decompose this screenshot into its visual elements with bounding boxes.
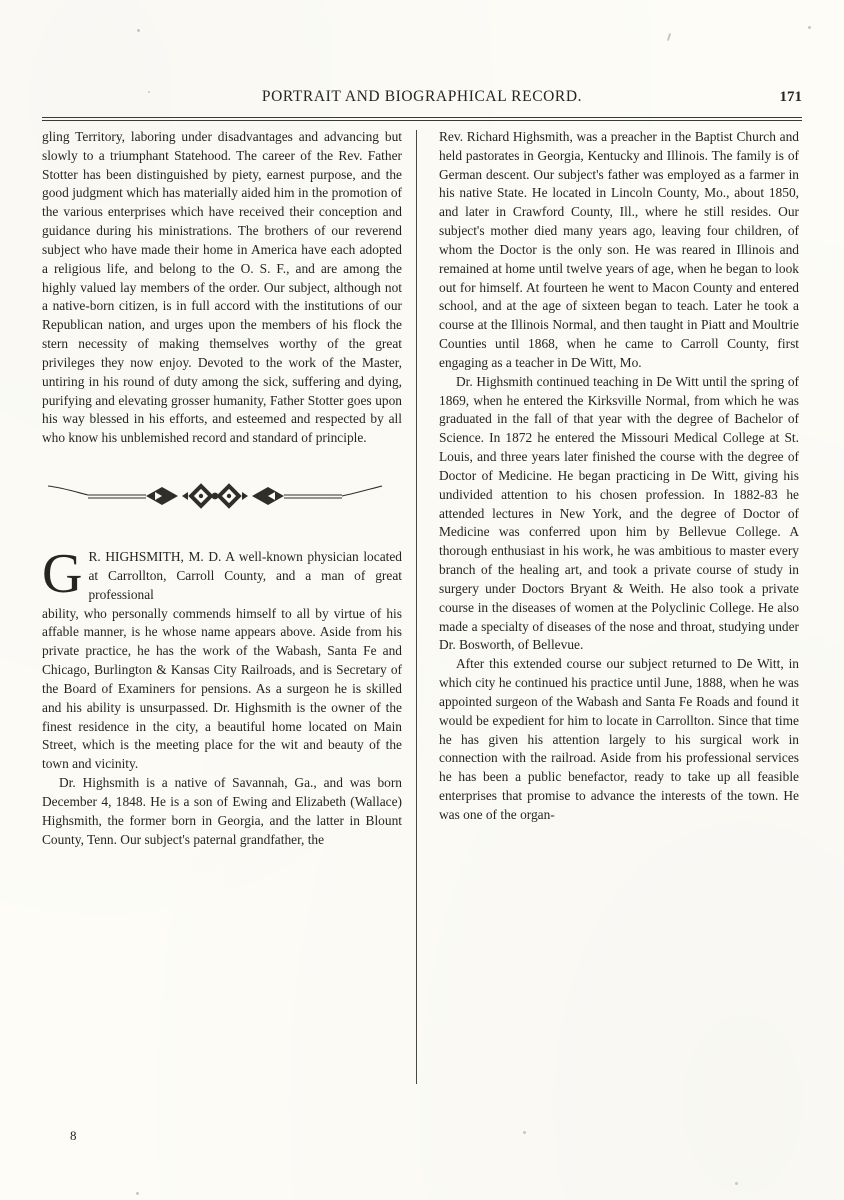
decorative-rule-ornament [42, 474, 402, 518]
paragraph-education: Dr. Highsmith continued teaching in De Witt until the spring of 1869, when he entered the Kirksville Normal, from which he was graduated in the fall of that year with the degree of Bachelor of Science. In 1872 he entered the Missouri Medical College at St. Louis, and three years later finished the course with the degree of Doctor of Medicine. He began practicing in De Witt, giving his undivided attention to his chosen profession. In 1882-83 he attended lectures in New York, and the degree of Doctor of Medicine was conferred upon him by Bellevue College. A thorough enthusiast in his work, he was ambitious to master every branch of the healing art, and took a private course of study in surgery under Doctors Bryant & Weith. He also took a private course in the diseases of women at the Polyclinic College. He also made a specialty of diseases of the nose and throat, studying under Dr. Bosworth, of Bellevue. [439, 373, 799, 653]
page-number: 171 [779, 89, 802, 105]
header-rule [42, 117, 802, 121]
page-speck [667, 33, 671, 41]
paragraph-family-history: Rev. Richard Highsmith, was a preacher in the Baptist Church and held pastorates in Georgia, Kentucky and Illinois. The family is of German descent. Our subject's father was employed as a farmer in his native State. He located in Lincoln County, Mo., about 1850, and later in Crawford County, Ill., where he still resides. Our subject's mother died many years ago, leaving four children, of whom the Doctor is the only son. He was reared in Illinois and remained at home until twelve years of age, when he began to look out for himself. At fourteen he went to Macon County and entered school, and at the age of sixteen began to teach. Later he took a course at the Illinois Normal, and then taught in Piatt and Moultrie Counties until 1868, when he came to Carroll County, first engaging as a teacher in De Witt, Mo. [439, 129, 799, 370]
biography-body: ability, who personally commends himself to all by virtue of his affable manner, is he whose name appears above. Aside from his private practice, he has the work of the Wabash, Santa Fe and Chicago, Burlington & Kansas City Railroads, and is Secretary of the Board of Examiners for pensions. As a surgeon he is skilled and his ability is unsurpassed. Dr. Highsmith is the owner of the finest residence in the city, a beautiful home located on Main Street, which is the meeting place for the wit and beauty of the town and vicinity. [42, 605, 402, 772]
page-speck [137, 29, 140, 32]
biography-lead-block [42, 543, 402, 606]
right-column [417, 128, 799, 1120]
page-header [42, 88, 802, 116]
paragraph-continuation: gling Territory, laboring under disadvantages and advancing but slowly to a triumphant Statehood. The career of the Rev. Father Stotter has been distinguished by piety, earnest purpose, and the good judgment which has materially aided him in the promotion of the various enterprises which have received their conception and guidance during his ministrations. The brothers of our reverend subject who have made their home in America have each adopted a religious life, and belong to the O. S. F., and are among the highly valued lay members of the order. Our subject, although not a native-born citizen, is in full accord with the institutions of our Republican nation, and urges upon the members of his flock the stern necessity of making themselves worthy of the great privileges they now enjoy. Devoted to the work of the Master, untiring in his round of duty among the sick, suffering and dying, purifying and elevating grosser humanity, Father Stotter goes upon his way blessed in his efforts, and esteemed and respected by all who know his unblemished record and standard of principle. [42, 129, 402, 446]
left-column [42, 128, 416, 1120]
signature-mark: 8 [70, 1128, 77, 1143]
page-speck [808, 26, 811, 29]
paragraph-career: After this extended course our subject returned to De Witt, in which city he continued his practice until June, 1888, when he was appointed surgeon of the Wabash and Santa Fe Roads and found it would be expedient for him to locate in Carrollton. Since that time he has given his attention largely to his surgical work in connection with the railroad. Aside from his professional services he has been a public benefactor, ready to take up all feasible enterprises that promise to advance the interests of the town. He was one of the organ- [439, 656, 799, 822]
running-title: PORTRAIT AND BIOGRAPHICAL RECORD. [261, 88, 583, 105]
page-speck [735, 1182, 738, 1185]
two-column-body [42, 128, 802, 1120]
biography-lead: R. HIGHSMITH, M. D. A well-known physician located at Carrollton, Carroll County, and a man of great professional [88, 549, 402, 602]
drop-cap: G [42, 543, 83, 606]
biography-birth-paragraph: Dr. Highsmith is a native of Savannah, Ga., and was born December 4, 1848. He is a son of Ewing and Elizabeth (Wallace) Highsmith, the former born in Georgia, and the latter in Blount County, Tenn. Our subject's paternal grandfather, the [42, 775, 402, 847]
page-speck [136, 1192, 139, 1195]
page-speck [523, 1131, 526, 1134]
